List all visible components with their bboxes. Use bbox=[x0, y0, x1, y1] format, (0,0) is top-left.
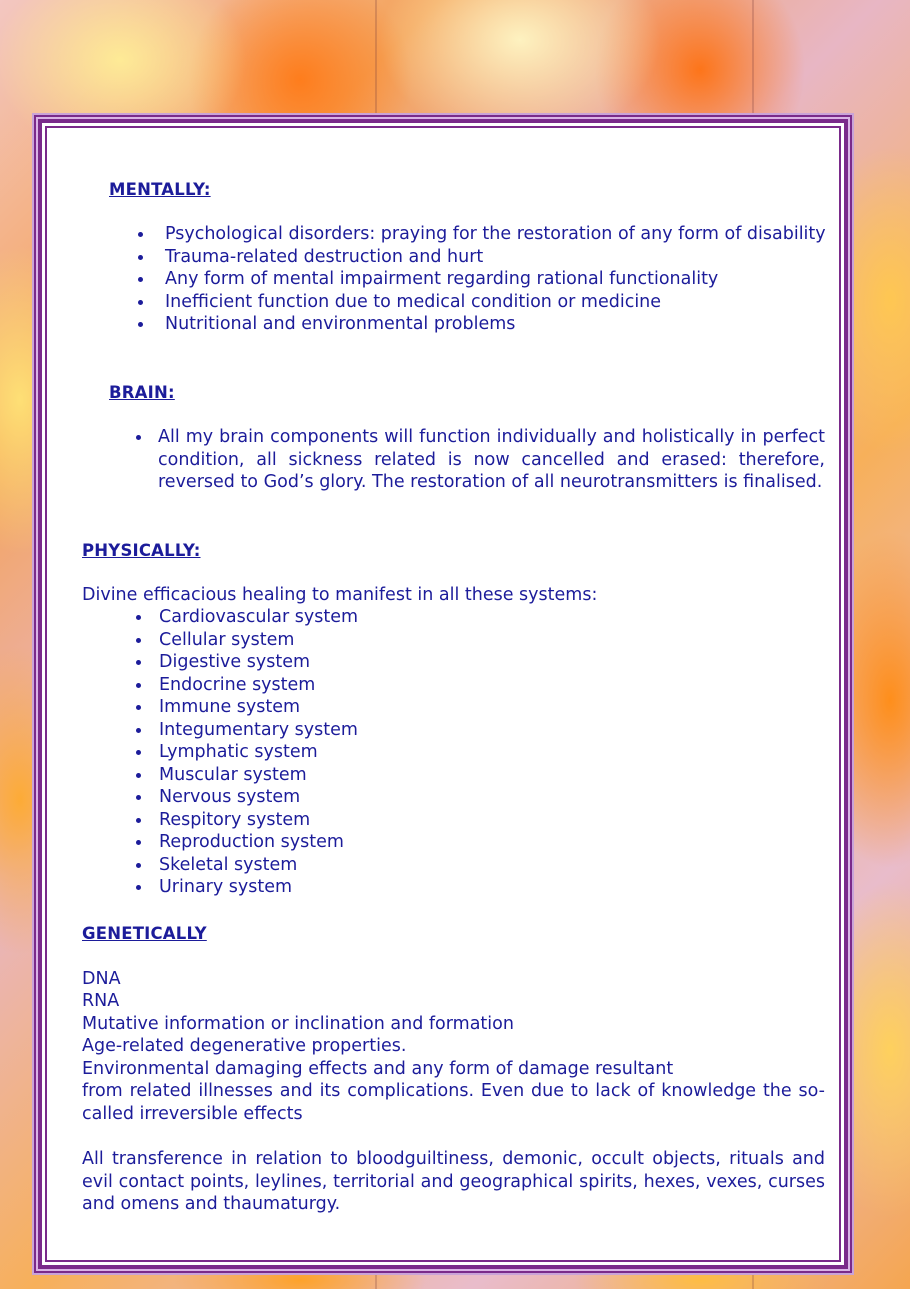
genetic-line: DNA bbox=[82, 969, 121, 989]
list-item: Digestive system bbox=[136, 651, 358, 674]
systems-list bbox=[136, 606, 358, 899]
brain-item: All my brain components will function individually and holistically in perfect condition, all sickness related is now cancelled and erased: therefore, reversed to God’s glory. The restoration of all neurotransmitters is finalised. bbox=[158, 427, 825, 492]
heading-brain: BRAIN: bbox=[109, 383, 175, 402]
list-item: Inefficient function due to medical condition or medicine bbox=[138, 291, 826, 314]
list-item: Cardiovascular system bbox=[136, 606, 358, 629]
genetic-line: RNA bbox=[82, 991, 120, 1011]
genetic-line: Mutative information or inclination and formation bbox=[82, 1014, 514, 1034]
list-item: Immune system bbox=[136, 696, 358, 719]
mentally-list bbox=[138, 223, 826, 336]
list-item: Respitory system bbox=[136, 809, 358, 832]
closing-paragraph: All transference in relation to bloodguiltiness, demonic, occult objects, rituals and evil contact points, leylines, territorial and geographical spirits, hexes, vexes, curses and omens and thaumaturgy. bbox=[82, 1149, 825, 1214]
heading-genetically: GENETICALLY bbox=[82, 924, 207, 943]
list-item: Reproduction system bbox=[136, 831, 358, 854]
physically-intro: Divine efficacious healing to manifest in all these systems: bbox=[82, 585, 598, 605]
heading-physically: PHYSICALLY: bbox=[82, 541, 201, 560]
genetic-line: Age-related degenerative properties. bbox=[82, 1036, 407, 1056]
list-item: Any form of mental impairment regarding rational functionality bbox=[138, 268, 826, 291]
list-item: Integumentary system bbox=[136, 719, 358, 742]
list-item: Nervous system bbox=[136, 786, 358, 809]
list-item: Skeletal system bbox=[136, 854, 358, 877]
genetic-line: Environmental damaging effects and any form of damage resultant bbox=[82, 1059, 674, 1079]
list-item: Nutritional and environmental problems bbox=[138, 313, 826, 336]
list-item: Cellular system bbox=[136, 629, 358, 652]
list-item: Lymphatic system bbox=[136, 741, 358, 764]
list-item: Endocrine system bbox=[136, 674, 358, 697]
list-item: Trauma-related destruction and hurt bbox=[138, 246, 826, 269]
list-item: Psychological disorders: praying for the restoration of any form of disability bbox=[138, 223, 826, 246]
list-item: Urinary system bbox=[136, 876, 358, 899]
genetic-continuation: from related illnesses and its complications. Even due to lack of knowledge the so-called irreversible effects bbox=[82, 1081, 825, 1124]
heading-mentally: MENTALLY: bbox=[109, 180, 211, 199]
list-item: Muscular system bbox=[136, 764, 358, 787]
